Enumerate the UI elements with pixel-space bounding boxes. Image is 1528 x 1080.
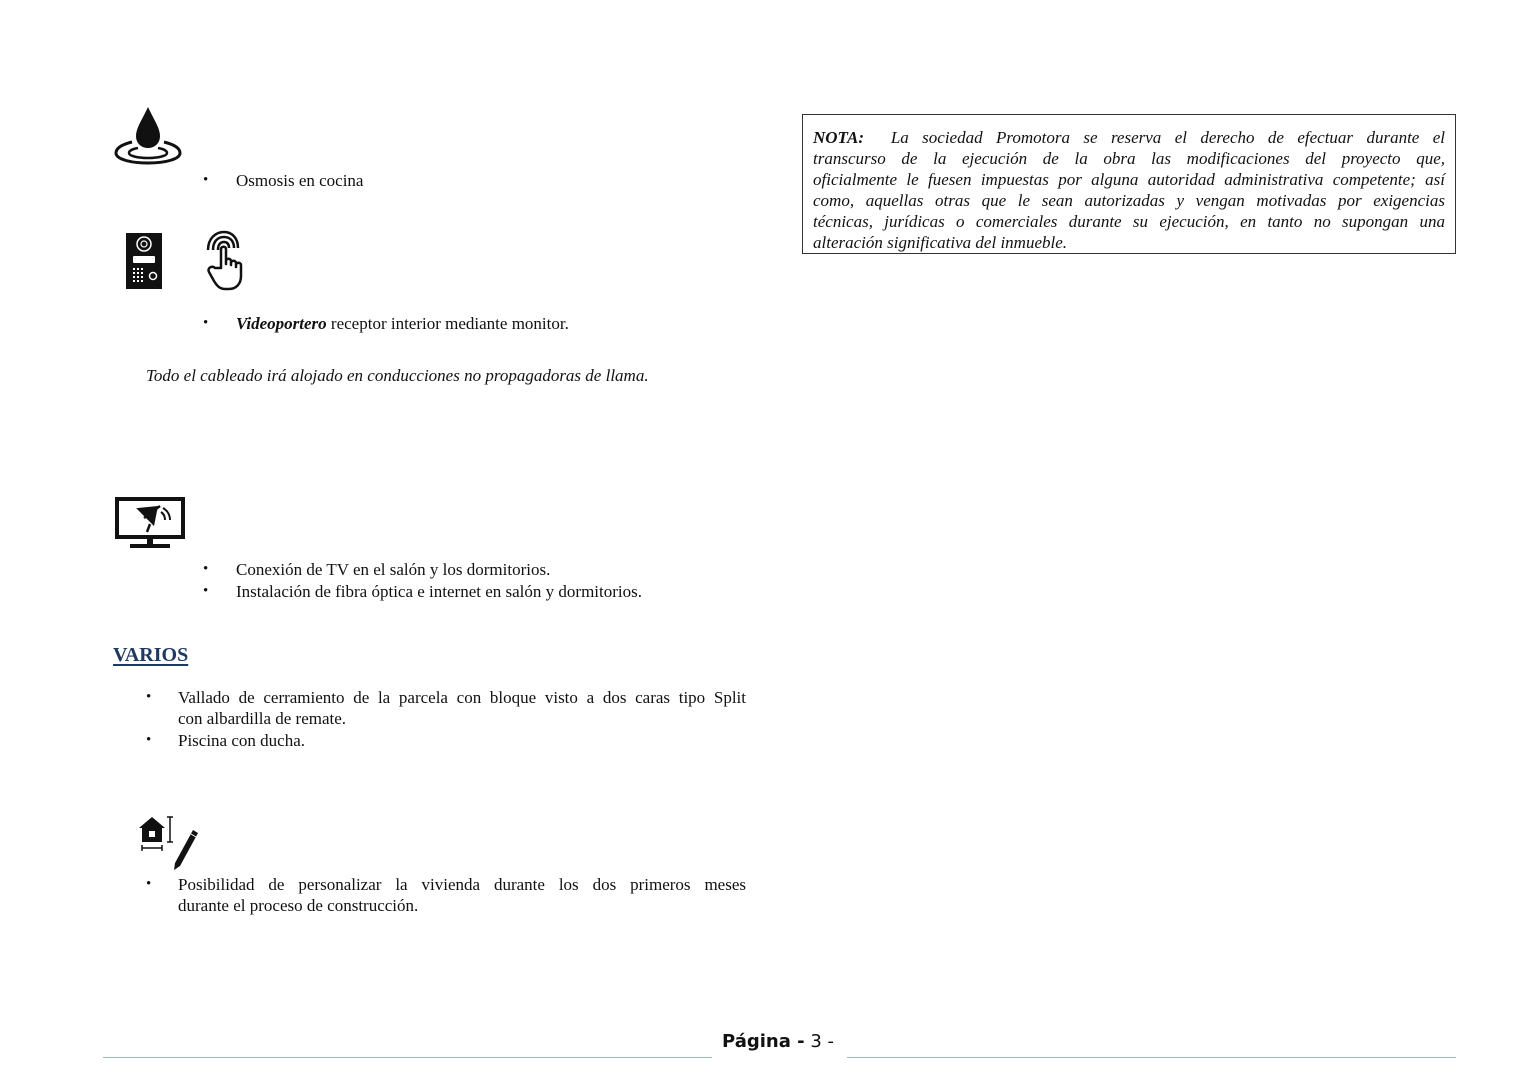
page-number-value: 3 - <box>810 1031 835 1052</box>
nota-text-1: La sociedad Promotora se reserva el derecho de efectuar durante el <box>890 128 1446 147</box>
list-item-personalizar-line1: Posibilidad de personalizar la vivienda durante los dos primeros meses <box>178 875 746 894</box>
water-drop-icon <box>112 104 184 168</box>
list-item-vallado-line2: con albardilla de remate. <box>178 709 347 728</box>
nota-line-3: oficialmente le fuesen impuestas por alguna autoridad administrativa competente; así <box>813 170 1445 189</box>
nota-line-2: transcurso de la ejecución de la obra las modificaciones del proyecto que, <box>813 149 1445 168</box>
nota-line-5: técnicas, jurídicas o comerciales durante su ejecución, en tanto no supongan una <box>813 212 1445 231</box>
nota-label: NOTA: <box>813 128 864 147</box>
bullet: • <box>203 583 209 599</box>
list-item-videoportero <box>236 313 569 334</box>
page-label: Página - <box>722 1031 805 1052</box>
section-heading-varios: VARIOS <box>113 644 189 666</box>
touch-hand-icon <box>200 228 248 292</box>
house-design-pencil-icon <box>136 810 200 874</box>
tv-satellite-icon <box>114 496 186 552</box>
nota-line-6: alteración significativa del inmueble. <box>813 233 1068 252</box>
list-item-piscina: Piscina con ducha. <box>178 731 305 750</box>
page-number <box>722 1031 834 1052</box>
bullet: • <box>203 315 209 331</box>
bullet: • <box>146 732 152 748</box>
nota-line-4: como, aquellas otras que le sean autorizadas y vengan motivadas por exigencias <box>813 191 1445 210</box>
bullet: • <box>146 876 152 892</box>
bullet: • <box>203 172 209 188</box>
footer-rule-left <box>103 1057 712 1058</box>
nota-box <box>802 114 1456 254</box>
bullet: • <box>203 561 209 577</box>
list-item-tv: Conexión de TV en el salón y los dormitorios. <box>236 560 551 579</box>
nota-line-1 <box>813 127 1445 148</box>
wiring-note: Todo el cableado irá alojado en conducciones no propagadoras de llama. <box>146 366 649 385</box>
footer-rule-right <box>847 1057 1456 1058</box>
door-intercom-icon <box>125 232 163 290</box>
list-item-osmosis: Osmosis en cocina <box>236 171 364 190</box>
videoportero-description: receptor interior mediante monitor. <box>326 314 569 333</box>
list-item-vallado-line1: Vallado de cerramiento de la parcela con bloque visto a dos caras tipo Split <box>178 688 746 707</box>
bullet: • <box>146 689 152 705</box>
videoportero-label: Videoportero <box>236 314 327 333</box>
list-item-fiber: Instalación de fibra óptica e internet en salón y dormitorios. <box>236 582 642 601</box>
list-item-personalizar-line2: durante el proceso de construcción. <box>178 896 419 915</box>
